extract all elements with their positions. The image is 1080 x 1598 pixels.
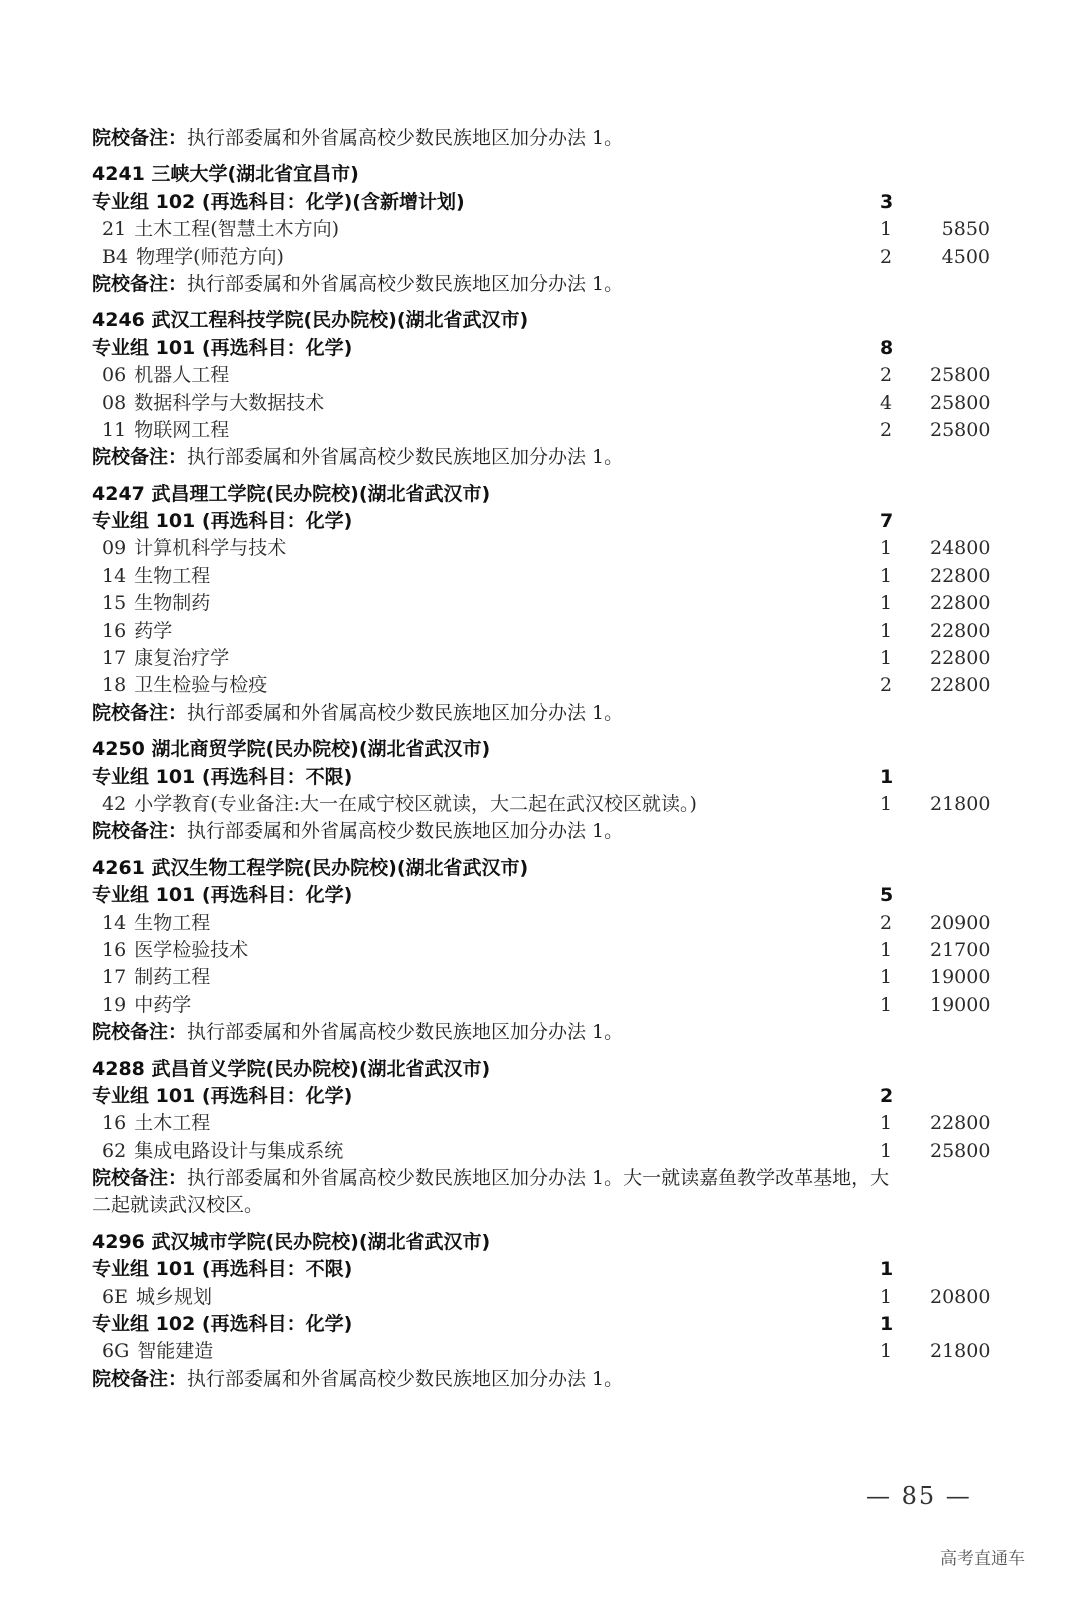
major-code: 09	[102, 537, 127, 560]
watermark: 高考直通车	[940, 1549, 1025, 1569]
school-header: 4288 武昌首义学院(民办院校)(湖北省武汉市)	[92, 1057, 491, 1080]
school-note	[92, 1165, 992, 1192]
major-name: 集成电路设计与集成系统	[134, 1139, 344, 1162]
school-header: 4247 武昌理工学院(民办院校)(湖北省武汉市)	[92, 482, 491, 505]
note-label: 院校备注：	[92, 127, 188, 149]
school-note	[92, 271, 992, 298]
group-count: 1	[880, 1258, 894, 1281]
major-name: 机器人工程	[134, 364, 230, 387]
major-count: 1	[880, 1285, 893, 1308]
group-label: 专业组 101 (再选科目：化学)	[92, 1084, 353, 1107]
major-row	[92, 618, 992, 645]
major-name: 城乡规划	[135, 1285, 212, 1308]
major-code: 15	[102, 592, 127, 615]
note-text: 二起就读武汉校区。	[92, 1194, 264, 1217]
school-header: 4250 湖北商贸学院(民办院校)(湖北省武汉市)	[92, 738, 491, 761]
major-code: 17	[102, 966, 127, 989]
school-header: 4261 武汉生物工程学院(民办院校)(湖北省武汉市)	[92, 856, 529, 879]
major-row	[92, 1338, 992, 1365]
school-note-continued	[92, 1192, 992, 1219]
major-name: 小学教育(专业备注:大一在咸宁校区就读，大二起在武汉校区就读。)	[134, 792, 697, 815]
major-row	[92, 390, 992, 417]
major-row	[92, 1110, 992, 1137]
note-label: 院校备注：	[92, 1021, 188, 1044]
major-count: 4	[880, 391, 893, 414]
major-code: 21	[102, 218, 127, 241]
group-label: 专业组 101 (再选科目：不限)	[92, 765, 353, 788]
group-label: 专业组 101 (再选科目：化学)	[92, 336, 353, 359]
major-row	[92, 535, 992, 562]
major-code: 14	[102, 911, 127, 934]
major-count: 1	[880, 537, 893, 560]
major-count: 2	[880, 364, 893, 387]
major-row	[92, 672, 992, 699]
major-fee: 22800	[930, 619, 991, 642]
major-code: 19	[102, 993, 127, 1016]
major-name: 物联网工程	[134, 418, 230, 441]
note-text: 执行部委属和外省属高校少数民族地区加分办法 1。大一就读嘉鱼教学改革基地，大	[187, 1167, 890, 1190]
major-fee: 19000	[930, 993, 991, 1016]
major-code: 42	[102, 792, 127, 815]
major-row	[92, 563, 992, 590]
major-count: 1	[880, 647, 893, 670]
major-row	[92, 791, 992, 818]
group-label: 专业组 101 (再选科目：化学)	[92, 510, 353, 533]
major-count: 1	[880, 218, 893, 241]
group-count: 5	[880, 884, 894, 907]
note-label: 院校备注：	[92, 701, 188, 724]
major-name: 康复治疗学	[134, 647, 230, 670]
major-row	[92, 964, 992, 991]
major-count: 1	[880, 1112, 893, 1135]
major-group	[92, 882, 992, 909]
major-row	[92, 910, 992, 937]
note-label: 院校备注：	[92, 446, 188, 469]
major-name: 药学	[134, 619, 173, 642]
note-text: 执行部委属和外省属高校少数民族地区加分办法 1。	[187, 1367, 624, 1390]
major-group	[92, 189, 992, 216]
school-section-4241	[92, 161, 992, 298]
major-name: 数据科学与大数据技术	[134, 391, 325, 414]
major-fee: 22800	[930, 564, 991, 587]
major-name: 土木工程(智慧土木方向)	[134, 218, 340, 241]
major-name: 物理学(师范方向)	[136, 245, 284, 268]
major-fee: 25800	[930, 391, 991, 414]
major-count: 1	[880, 938, 893, 961]
major-name: 制药工程	[134, 966, 211, 989]
school-note	[92, 1019, 992, 1046]
note-label: 院校备注：	[92, 272, 188, 295]
major-row	[92, 362, 992, 389]
school-note	[92, 700, 992, 727]
major-name: 智能建造	[137, 1340, 214, 1363]
major-count: 1	[880, 966, 893, 989]
school-header: 4246 武汉工程科技学院(民办院校)(湖北省武汉市)	[92, 309, 529, 332]
note-text: 执行部委属和外省属高校少数民族地区加分办法 1。	[187, 272, 624, 295]
major-name: 计算机科学与技术	[134, 537, 287, 560]
major-fee: 22800	[930, 592, 991, 615]
major-row	[92, 1284, 992, 1311]
major-fee: 25800	[930, 1139, 991, 1162]
major-code: B4	[102, 245, 129, 268]
major-code: 06	[102, 364, 127, 387]
major-fee: 21800	[930, 792, 991, 815]
major-fee: 20800	[930, 1285, 991, 1308]
major-row	[92, 1138, 992, 1165]
major-name: 医学检验技术	[134, 938, 249, 961]
major-row	[92, 645, 992, 672]
major-code: 18	[102, 674, 127, 697]
major-name: 卫生检验与检疫	[134, 674, 268, 697]
note-text: 执行部委属和外省属高校少数民族地区加分办法 1。	[187, 1021, 624, 1044]
major-count: 1	[880, 792, 893, 815]
school-note	[92, 444, 992, 471]
major-fee: 25800	[930, 418, 991, 441]
major-fee: 24800	[930, 537, 991, 560]
major-fee: 25800	[930, 364, 991, 387]
major-code: 14	[102, 564, 127, 587]
school-header: 4241 三峡大学(湖北省宜昌市)	[92, 163, 359, 186]
major-group	[92, 335, 992, 362]
major-group	[92, 764, 992, 791]
group-label: 专业组 101 (再选科目：不限)	[92, 1258, 353, 1281]
major-fee: 20900	[930, 911, 991, 934]
major-code: 16	[102, 1112, 127, 1135]
major-fee: 21800	[930, 1340, 991, 1363]
group-count: 8	[880, 336, 894, 359]
group-count: 3	[880, 190, 894, 213]
school-note	[92, 818, 992, 845]
major-code: 17	[102, 647, 127, 670]
major-group	[92, 1311, 992, 1338]
major-count: 1	[880, 1139, 893, 1162]
major-code: 16	[102, 938, 127, 961]
group-label: 专业组 102 (再选科目：化学)	[92, 1313, 353, 1336]
page-number: — 85 —	[866, 1482, 972, 1510]
major-name: 生物制药	[134, 592, 211, 615]
school-note	[92, 1366, 992, 1393]
document-page	[92, 125, 992, 1393]
major-code: 08	[102, 391, 127, 414]
school-section-4261	[92, 855, 992, 1047]
major-count: 2	[880, 418, 893, 441]
major-name: 生物工程	[134, 564, 211, 587]
major-code: 16	[102, 619, 127, 642]
major-row	[92, 937, 992, 964]
group-count: 1	[880, 1313, 894, 1336]
school-section-4250	[92, 736, 992, 846]
top-school-note	[92, 125, 992, 152]
major-row	[92, 244, 992, 271]
group-label: 专业组 101 (再选科目：化学)	[92, 884, 353, 907]
note-label: 院校备注：	[92, 820, 188, 843]
major-code: 11	[102, 418, 127, 441]
major-code: 62	[102, 1139, 127, 1162]
major-count: 1	[880, 592, 893, 615]
major-name: 中药学	[134, 993, 192, 1016]
group-count: 1	[880, 765, 894, 788]
major-row	[92, 417, 992, 444]
group-label: 专业组 102 (再选科目：化学)(含新增计划)	[92, 190, 465, 213]
major-fee: 22800	[930, 674, 991, 697]
school-header: 4296 武汉城市学院(民办院校)(湖北省武汉市)	[92, 1230, 491, 1253]
major-count: 1	[880, 993, 893, 1016]
major-fee: 22800	[930, 647, 991, 670]
school-section-4288	[92, 1056, 992, 1220]
major-count: 1	[880, 1340, 893, 1363]
major-fee: 4500	[941, 245, 990, 268]
note-text: 执行部委属和外省属高校少数民族地区加分办法 1。	[187, 446, 624, 469]
group-count: 2	[880, 1084, 894, 1107]
major-count: 2	[880, 245, 893, 268]
note-label: 院校备注：	[92, 1167, 188, 1190]
note-text: 执行部委属和外省属高校少数民族地区加分办法 1。	[187, 820, 624, 843]
major-count: 1	[880, 619, 893, 642]
major-count: 2	[880, 674, 893, 697]
major-fee: 19000	[930, 966, 991, 989]
major-fee: 21700	[930, 938, 991, 961]
group-count: 7	[880, 510, 894, 533]
major-row	[92, 992, 992, 1019]
note-text: 执行部委属和外省属高校少数民族地区加分办法 1。	[187, 701, 624, 724]
major-group	[92, 508, 992, 535]
school-section-4246	[92, 307, 992, 471]
school-section-4247	[92, 481, 992, 728]
major-name: 生物工程	[134, 911, 211, 934]
major-name: 土木工程	[134, 1112, 211, 1135]
major-count: 1	[880, 564, 893, 587]
major-code: 6G	[102, 1340, 130, 1363]
major-group	[92, 1256, 992, 1283]
major-fee: 5850	[941, 218, 990, 241]
major-count: 2	[880, 911, 893, 934]
note-text: 执行部委属和外省属高校少数民族地区加分办法 1。	[187, 127, 624, 149]
major-code: 6E	[102, 1285, 128, 1308]
note-label: 院校备注：	[92, 1367, 188, 1390]
major-row	[92, 216, 992, 243]
major-group	[92, 1083, 992, 1110]
major-fee: 22800	[930, 1112, 991, 1135]
major-row	[92, 590, 992, 617]
school-section-4296	[92, 1229, 992, 1393]
